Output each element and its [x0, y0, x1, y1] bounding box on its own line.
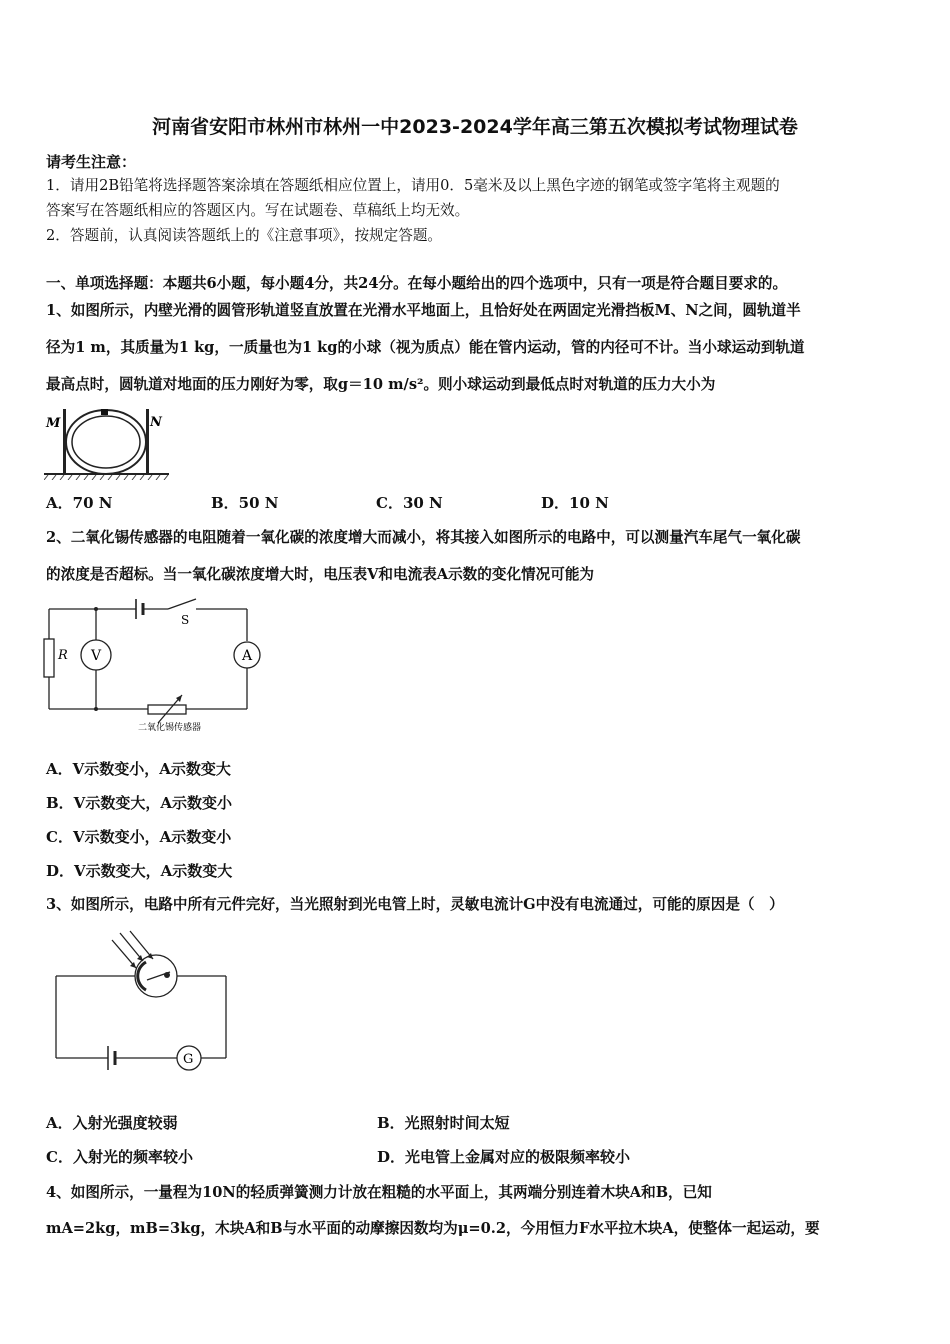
label-g: G — [183, 1052, 194, 1067]
q3-option-b[interactable]: B．光照射时间太短 — [377, 1114, 510, 1132]
sensor-label: 二氧化锡传感器 — [138, 723, 202, 733]
q4-line-1: 4、如图所示，一量程为10N的轻质弹簧测力计放在粗糙的水平面上，其两端分别连着木块A和B，已知 — [46, 1184, 712, 1201]
q1-line-2: 径为1 m，其质量为1 kg，一质量也为1 kg的小球（视为质点）能在管内运动，管的内径可不计。当小球运动到轨道 — [46, 339, 805, 356]
q3-option-c[interactable]: C．入射光的频率较小 — [46, 1148, 193, 1166]
notice-heading: 请考生注意： — [46, 153, 137, 171]
q1-option-a[interactable]: A．70 N — [46, 494, 113, 512]
q1-line-3: 最高点时，圆轨道对地面的压力刚好为零，取g＝10 m/s²。则小球运动到最低点时对轨道的压力大小为 — [46, 376, 716, 393]
q2-line-2: 的浓度是否超标。当一氧化碳浓度增大时，电压表V和电流表A示数的变化情况可能为 — [46, 566, 595, 583]
q3-line-1: 3、如图所示，电路中所有元件完好，当光照射到光电管上时，灵敏电流计G中没有电流通过，可能的原因是（ ） — [46, 896, 784, 913]
q2-option-d[interactable]: D．V示数变大，A示数变大 — [46, 862, 233, 880]
q1-option-d[interactable]: D．10 N — [541, 494, 609, 512]
q3-option-d[interactable]: D．光电管上金属对应的极限频率较小 — [377, 1148, 631, 1166]
q4-line-2: mA=2kg，mB=3kg，木块A和B与水平面的动摩擦因数均为μ=0.2，今用恒力F水平拉木块A，使整体一起运动，要 — [46, 1220, 820, 1237]
q2-line-1: 2、二氧化锡传感器的电阻随着一氧化碳的浓度增大而减小，将其接入如图所示的电路中，可以测量汽车尾气一氧化碳 — [46, 529, 801, 546]
page-title: 河南省安阳市林州市林州一中2023-2024学年高三第五次模拟考试物理试卷 — [152, 116, 798, 138]
label-s: S — [181, 613, 190, 627]
q1-figure — [44, 405, 174, 480]
label-n: N — [150, 415, 162, 430]
section-1-heading: 一、单项选择题：本题共6小题，每小题4分，共24分。在每小题给出的四个选项中，只有一项是符合题目要求的。 — [46, 275, 788, 292]
q2-option-c[interactable]: C．V示数变小，A示数变小 — [46, 828, 232, 846]
q1-option-b[interactable]: B．50 N — [211, 494, 279, 512]
notice-item-1-line-1: 1．请用2B铅笔将选择题答案涂填在答题纸相应位置上，请用0．5毫米及以上黑色字迹的钢笔或签字笔将主观题的 — [46, 177, 780, 194]
notice-item-1-line-2: 答案写在答题纸相应的答题区内。写在试题卷、草稿纸上均无效。 — [46, 202, 470, 219]
q2-figure — [40, 595, 275, 740]
q2-option-a[interactable]: A．V示数变小，A示数变大 — [46, 760, 231, 778]
label-a: A — [242, 648, 253, 664]
q3-figure — [50, 928, 235, 1076]
q1-line-1: 1、如图所示，内壁光滑的圆管形轨道竖直放置在光滑水平地面上，且恰好处在两固定光滑挡板M、N之间，圆轨道半 — [46, 302, 801, 319]
q2-option-b[interactable]: B．V示数变大，A示数变小 — [46, 794, 232, 812]
notice-item-2: 2．答题前，认真阅读答题纸上的《注意事项》，按规定答题。 — [46, 227, 443, 244]
q3-option-a[interactable]: A．入射光强度较弱 — [46, 1114, 178, 1132]
label-m: M — [46, 416, 61, 431]
q1-option-c[interactable]: C．30 N — [376, 494, 443, 512]
label-v: V — [91, 648, 102, 664]
label-r: R — [58, 648, 68, 663]
